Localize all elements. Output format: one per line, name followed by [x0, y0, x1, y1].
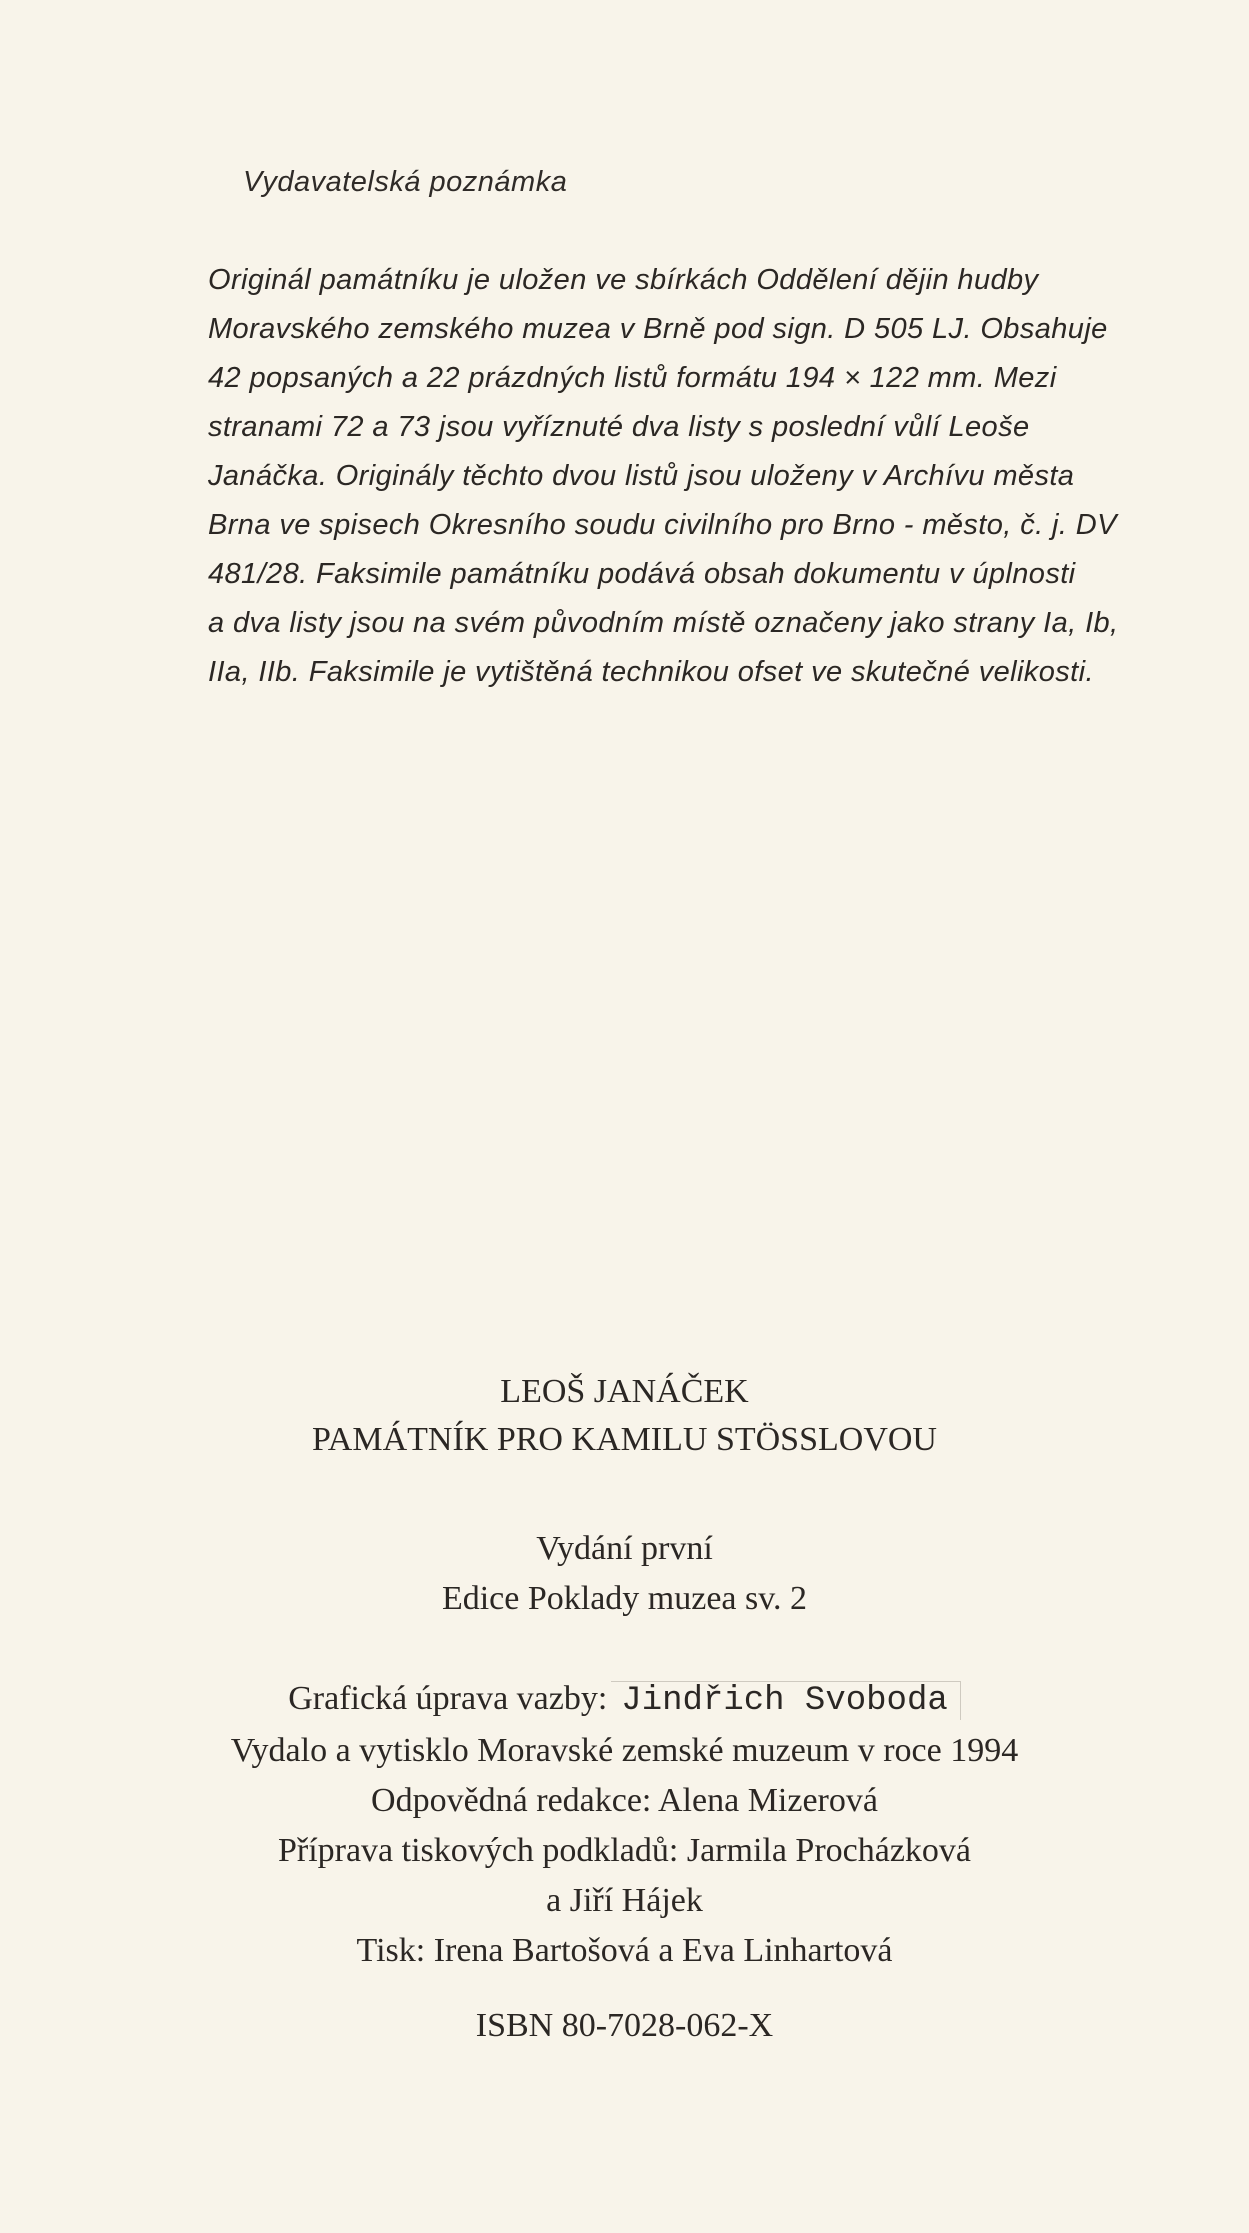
credits-block [0, 1674, 1249, 1976]
prepress-credit: Příprava tiskových podkladů: Jarmila Procházková [277, 1832, 972, 1869]
cover-design-label: Grafická úprava vazby: [288, 1680, 608, 1717]
print-credit: Tisk: Irena Bartošová a Eva Linhartová [356, 1932, 893, 1969]
note-line: Moravského zemského muzea v Brně pod sign. D 505 LJ. Obsahuje [208, 313, 1108, 345]
publisher-note-heading: Vydavatelská poznámka [243, 166, 568, 198]
editor-credit: Odpovědná redakce: Alena Mizerová [371, 1782, 878, 1819]
note-line: Originál památníku je uložen ve sbírkách Oddělení dějin hudby [208, 264, 1039, 296]
note-line: a dva listy jsou na svém původním místě označeny jako strany Ia, Ib, [208, 607, 1119, 639]
isbn: ISBN 80-7028-062-X [475, 2007, 774, 2044]
cover-design-credit [0, 1674, 1249, 1726]
note-line: stranami 72 a 73 jsou vyříznuté dva listy s poslední vůlí Leoše [208, 411, 1030, 443]
note-line: IIa, IIb. Faksimile je vytištěná technikou ofset ve skutečné velikosti. [208, 656, 1094, 688]
note-line: Brna ve spisech Okresního soudu civilního pro Brno - město, č. j. DV [208, 509, 1117, 541]
work-title: PAMÁTNÍK PRO KAMILU STÖSSLOVOU [312, 1421, 937, 1458]
series-text: Edice Poklady muzea sv. 2 [441, 1580, 808, 1617]
note-line: 42 popsaných a 22 prázdných listů formátu 194 × 122 mm. Mezi [208, 362, 1057, 394]
edition-block [0, 1524, 1249, 1624]
note-line: Janáčka. Originály těchto dvou listů jsou uloženy v Archívu města [208, 460, 1075, 492]
title-block [0, 1368, 1249, 1464]
publisher-credit: Vydalo a vytisklo Moravské zemské muzeum v roce 1994 [230, 1732, 1019, 1769]
edition-text: Vydání první [536, 1530, 713, 1567]
note-line: 481/28. Faksimile památníku podává obsah dokumentu v úplnosti [208, 558, 1076, 590]
author-name: LEOŠ JANÁČEK [500, 1373, 749, 1410]
cover-design-name: Jindřich Svoboda [611, 1681, 960, 1720]
prepress-credit-continued: a Jiří Hájek [546, 1882, 703, 1919]
publisher-note-body [208, 256, 1208, 697]
